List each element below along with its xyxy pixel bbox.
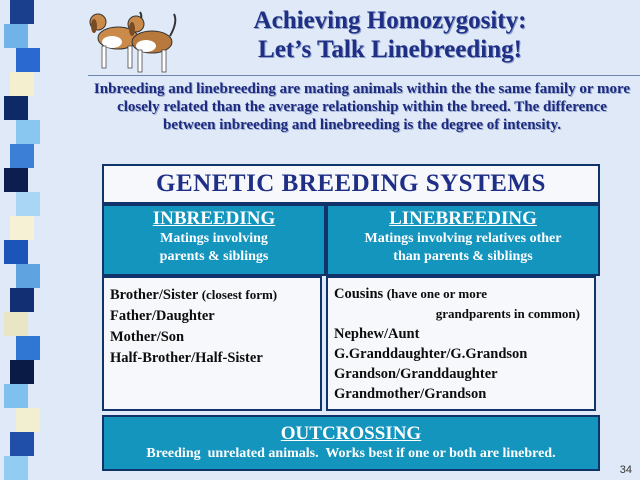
list-item: Half-Brother/Half-Sister xyxy=(110,350,263,366)
linebreeding-header xyxy=(326,204,600,276)
outcrossing-title: OUTCROSSING xyxy=(280,423,422,444)
beagle-front xyxy=(128,14,175,72)
inbreeding-title: INBREEDING xyxy=(152,208,276,229)
stripe-block xyxy=(10,360,34,384)
decorative-stripe xyxy=(0,0,46,480)
list-item: Brother/Sister (closest form) xyxy=(110,287,278,303)
outcrossing-box xyxy=(102,415,600,471)
list-item: Grandmother/Grandson xyxy=(334,386,487,402)
title-line-1: Achieving Homozygosity: xyxy=(253,7,527,34)
stripe-block xyxy=(16,408,40,432)
table-header: GENETIC BREEDING SYSTEMS xyxy=(102,164,600,204)
stripe-block xyxy=(4,24,28,48)
list-item: Grandson/Granddaughter xyxy=(334,366,498,382)
list-item-note: grandparents in common) xyxy=(435,306,580,321)
page-number: 34 xyxy=(619,464,632,476)
linebreeding-desc-1: Matings involving relatives other xyxy=(364,231,562,246)
inbreeding-desc-2: parents & siblings xyxy=(159,249,269,264)
intro-paragraph: Inbreeding and linebreeding are mating animals within the the same family or more closely related than the average relationship within the breed. The difference between inbreeding and linebreeding is the degree of intensity. xyxy=(93,81,631,133)
title-divider xyxy=(88,75,640,76)
list-item: G.Granddaughter/G.Grandson xyxy=(334,346,528,362)
inbreeding-desc-1: Matings involving xyxy=(160,231,268,246)
stripe-block xyxy=(16,336,40,360)
title-line-2: Let’s Talk Linebreeding! xyxy=(258,36,522,63)
stripe-block xyxy=(4,240,28,264)
list-item: Cousins (have one or more xyxy=(334,286,488,302)
inbreeding-header xyxy=(102,204,326,276)
list-item: Father/Daughter xyxy=(110,308,215,324)
stripe-block xyxy=(16,120,40,144)
inbreeding-list xyxy=(102,276,322,411)
stripe-block xyxy=(4,96,28,120)
stripe-block xyxy=(10,288,34,312)
stripe-block xyxy=(4,312,28,336)
linebreeding-list xyxy=(326,276,596,411)
stripe-block xyxy=(16,192,40,216)
stripe-block xyxy=(10,216,34,240)
stripe-block xyxy=(4,168,28,192)
slide-title xyxy=(170,6,610,64)
stripe-block xyxy=(10,432,34,456)
list-item: Nephew/Aunt xyxy=(334,326,420,342)
stripe-block xyxy=(4,384,28,408)
stripe-block xyxy=(10,72,34,96)
stripe-block xyxy=(10,0,34,24)
linebreeding-title: LINEBREEDING xyxy=(389,208,537,229)
stripe-block xyxy=(16,48,40,72)
outcrossing-desc: Breeding unrelated animals. Works best if one or both are linebred. xyxy=(146,446,556,461)
stripe-block xyxy=(4,456,28,480)
linebreeding-desc-2: than parents & siblings xyxy=(393,249,533,264)
stripe-block xyxy=(16,264,40,288)
stripe-block xyxy=(10,144,34,168)
list-item: Mother/Son xyxy=(110,329,185,345)
